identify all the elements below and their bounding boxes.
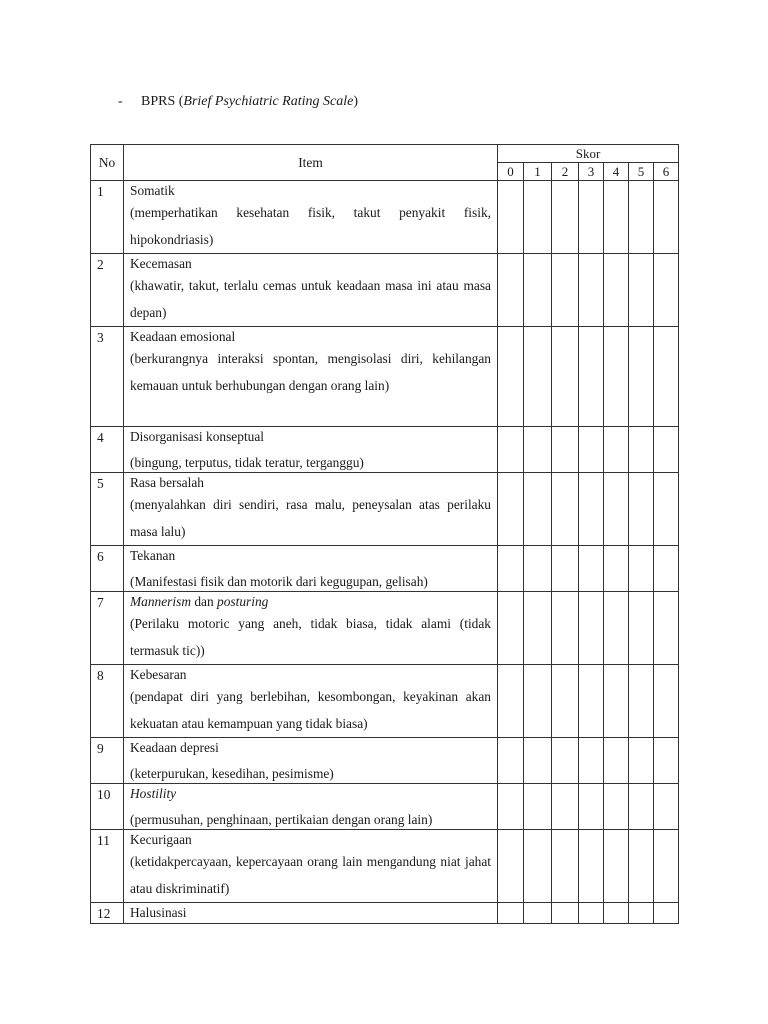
score-cell-2[interactable] <box>552 327 579 427</box>
header-score-2: 2 <box>552 163 579 181</box>
header-score-0: 0 <box>498 163 524 181</box>
score-cell-0[interactable] <box>498 784 524 830</box>
row-number: 4 <box>91 427 124 473</box>
heading-abbrev: BPRS ( <box>141 94 184 109</box>
table-row <box>91 473 679 546</box>
score-cell-3[interactable] <box>579 327 604 427</box>
score-cell-4[interactable] <box>604 738 629 784</box>
score-cell-1[interactable] <box>524 903 552 924</box>
item-description: (menyalahkan diri sendiri, rasa malu, peneysalan atas perilaku masa lalu) <box>130 497 491 539</box>
score-cell-6[interactable] <box>654 903 679 924</box>
row-number: 7 <box>91 592 124 665</box>
item-description: (Manifestasi fisik dan motorik dari kegugupan, gelisah) <box>130 574 428 589</box>
row-number: 11 <box>91 830 124 903</box>
score-cell-4[interactable] <box>604 473 629 546</box>
score-cell-4[interactable] <box>604 546 629 592</box>
item-cell <box>124 427 498 473</box>
score-cell-3[interactable] <box>579 592 604 665</box>
score-cell-5[interactable] <box>629 254 654 327</box>
table-row <box>91 592 679 665</box>
item-title <box>130 327 491 346</box>
item-title-part: dan <box>191 594 218 609</box>
header-score-1: 1 <box>524 163 552 181</box>
score-cell-6[interactable] <box>654 738 679 784</box>
header-skor: Skor <box>498 145 679 163</box>
score-cell-4[interactable] <box>604 327 629 427</box>
item-title <box>130 427 491 446</box>
table-row <box>91 181 679 254</box>
score-cell-6[interactable] <box>654 473 679 546</box>
score-cell-3[interactable] <box>579 473 604 546</box>
item-description: (keterpurukan, kesedihan, pesimisme) <box>130 766 334 781</box>
score-cell-4[interactable] <box>604 427 629 473</box>
score-cell-6[interactable] <box>654 327 679 427</box>
row-number: 10 <box>91 784 124 830</box>
score-cell-3[interactable] <box>579 665 604 738</box>
score-cell-1[interactable] <box>524 665 552 738</box>
header-score-6: 6 <box>654 163 679 181</box>
row-number: 6 <box>91 546 124 592</box>
header-score-5: 5 <box>629 163 654 181</box>
item-title-part: Disorganisasi konseptual <box>130 429 265 444</box>
score-cell-0[interactable] <box>498 665 524 738</box>
score-cell-5[interactable] <box>629 427 654 473</box>
item-title-part: Hostility <box>130 786 177 801</box>
score-cell-2[interactable] <box>552 546 579 592</box>
item-title <box>130 473 491 492</box>
score-cell-1[interactable] <box>524 473 552 546</box>
score-cell-3[interactable] <box>579 427 604 473</box>
row-number: 12 <box>91 903 124 924</box>
item-cell <box>124 327 498 427</box>
score-cell-3[interactable] <box>579 738 604 784</box>
score-cell-4[interactable] <box>604 784 629 830</box>
row-number: 3 <box>91 327 124 427</box>
item-cell <box>124 830 498 903</box>
score-cell-1[interactable] <box>524 830 552 903</box>
score-cell-1[interactable] <box>524 181 552 254</box>
item-description: (bingung, terputus, tidak teratur, terganggu) <box>130 455 364 470</box>
score-cell-0[interactable] <box>498 181 524 254</box>
item-cell <box>124 665 498 738</box>
table-row <box>91 546 679 592</box>
item-description: (khawatir, takut, terlalu cemas untuk keadaan masa ini atau masa depan) <box>130 278 491 320</box>
item-title <box>130 546 491 565</box>
row-number: 9 <box>91 738 124 784</box>
header-score-4: 4 <box>604 163 629 181</box>
table-row <box>91 427 679 473</box>
item-cell <box>124 254 498 327</box>
row-number: 2 <box>91 254 124 327</box>
item-description: (pendapat diri yang berlebihan, kesombongan, keyakinan akan kekuatan atau kemampuan yang tidak biasa) <box>130 689 491 731</box>
score-cell-0[interactable] <box>498 903 524 924</box>
score-cell-2[interactable] <box>552 473 579 546</box>
score-cell-0[interactable] <box>498 254 524 327</box>
score-cell-6[interactable] <box>654 546 679 592</box>
list-dash: - <box>118 94 123 109</box>
item-cell <box>124 546 498 592</box>
score-cell-0[interactable] <box>498 427 524 473</box>
table-row <box>91 784 679 830</box>
score-cell-5[interactable] <box>629 473 654 546</box>
item-title-part: Rasa bersalah <box>130 475 204 490</box>
item-cell <box>124 473 498 546</box>
score-cell-5[interactable] <box>629 738 654 784</box>
score-cell-6[interactable] <box>654 830 679 903</box>
score-cell-2[interactable] <box>552 903 579 924</box>
item-title-part: Kecurigaan <box>130 832 192 847</box>
score-cell-1[interactable] <box>524 784 552 830</box>
score-cell-4[interactable] <box>604 665 629 738</box>
score-cell-5[interactable] <box>629 546 654 592</box>
score-cell-2[interactable] <box>552 427 579 473</box>
table-row <box>91 327 679 427</box>
score-cell-0[interactable] <box>498 546 524 592</box>
score-cell-6[interactable] <box>654 181 679 254</box>
item-title-part: Tekanan <box>130 548 176 563</box>
header-score-3: 3 <box>579 163 604 181</box>
item-title <box>130 903 491 922</box>
score-cell-5[interactable] <box>629 784 654 830</box>
item-title-part: Keadaan emosional <box>130 329 236 344</box>
table-row <box>91 665 679 738</box>
table-row <box>91 738 679 784</box>
score-cell-1[interactable] <box>524 327 552 427</box>
score-cell-1[interactable] <box>524 254 552 327</box>
score-cell-4[interactable] <box>604 592 629 665</box>
score-cell-4[interactable] <box>604 830 629 903</box>
score-cell-4[interactable] <box>604 903 629 924</box>
score-cell-2[interactable] <box>552 592 579 665</box>
table-row <box>91 903 679 924</box>
score-cell-0[interactable] <box>498 738 524 784</box>
item-title-part: posturing <box>217 594 269 609</box>
score-cell-4[interactable] <box>604 181 629 254</box>
item-title <box>130 254 491 273</box>
score-cell-6[interactable] <box>654 427 679 473</box>
score-cell-3[interactable] <box>579 254 604 327</box>
section-heading <box>118 93 358 111</box>
score-cell-4[interactable] <box>604 254 629 327</box>
row-number: 5 <box>91 473 124 546</box>
heading-close: ) <box>353 94 358 109</box>
score-cell-6[interactable] <box>654 784 679 830</box>
item-cell <box>124 903 498 924</box>
bprs-table <box>90 144 679 924</box>
score-cell-5[interactable] <box>629 665 654 738</box>
score-cell-2[interactable] <box>552 181 579 254</box>
score-cell-1[interactable] <box>524 427 552 473</box>
header-no: No <box>91 145 124 181</box>
score-cell-1[interactable] <box>524 546 552 592</box>
score-cell-3[interactable] <box>579 181 604 254</box>
item-cell <box>124 784 498 830</box>
table-row <box>91 830 679 903</box>
score-cell-0[interactable] <box>498 830 524 903</box>
heading-full-name: Brief Psychiatric Rating Scale <box>183 94 354 109</box>
score-cell-6[interactable] <box>654 592 679 665</box>
score-cell-2[interactable] <box>552 665 579 738</box>
row-number: 8 <box>91 665 124 738</box>
item-title <box>130 738 491 757</box>
table-row <box>91 254 679 327</box>
score-cell-1[interactable] <box>524 592 552 665</box>
item-cell <box>124 738 498 784</box>
score-cell-0[interactable] <box>498 592 524 665</box>
score-cell-6[interactable] <box>654 665 679 738</box>
score-cell-5[interactable] <box>629 181 654 254</box>
item-title-part: Somatik <box>130 183 175 198</box>
score-cell-2[interactable] <box>552 254 579 327</box>
score-cell-3[interactable] <box>579 546 604 592</box>
item-title <box>130 784 491 803</box>
score-cell-5[interactable] <box>629 830 654 903</box>
score-cell-3[interactable] <box>579 903 604 924</box>
item-title-part: Halusinasi <box>130 905 187 920</box>
score-cell-3[interactable] <box>579 784 604 830</box>
score-cell-2[interactable] <box>552 830 579 903</box>
score-cell-3[interactable] <box>579 830 604 903</box>
row-number: 1 <box>91 181 124 254</box>
item-title <box>130 592 491 611</box>
score-cell-5[interactable] <box>629 327 654 427</box>
item-description: (memperhatikan kesehatan fisik, takut penyakit fisik, hipokondriasis) <box>130 205 491 247</box>
score-cell-6[interactable] <box>654 254 679 327</box>
score-cell-5[interactable] <box>629 592 654 665</box>
item-title-part: Kecemasan <box>130 256 192 271</box>
item-title-part: Mannerism <box>130 594 191 609</box>
score-cell-5[interactable] <box>629 903 654 924</box>
item-description: (ketidakpercayaan, kepercayaan orang lain mengandung niat jahat atau diskriminatif) <box>130 854 491 896</box>
item-title <box>130 830 491 849</box>
score-cell-2[interactable] <box>552 784 579 830</box>
item-description: (Perilaku motoric yang aneh, tidak biasa, tidak alami (tidak termasuk tic)) <box>130 616 491 658</box>
score-cell-0[interactable] <box>498 327 524 427</box>
item-title-part: Kebesaran <box>130 667 187 682</box>
item-cell <box>124 181 498 254</box>
item-title <box>130 181 491 200</box>
item-title <box>130 665 491 684</box>
item-cell <box>124 592 498 665</box>
item-description: (permusuhan, penghinaan, pertikaian dengan orang lain) <box>130 812 433 827</box>
score-cell-2[interactable] <box>552 738 579 784</box>
header-item: Item <box>124 145 498 181</box>
item-description: (berkurangnya interaksi spontan, mengisolasi diri, kehilangan kemauan untuk berhubungan dengan orang lain) <box>130 351 491 393</box>
item-title-part: Keadaan depresi <box>130 740 219 755</box>
score-cell-1[interactable] <box>524 738 552 784</box>
score-cell-0[interactable] <box>498 473 524 546</box>
